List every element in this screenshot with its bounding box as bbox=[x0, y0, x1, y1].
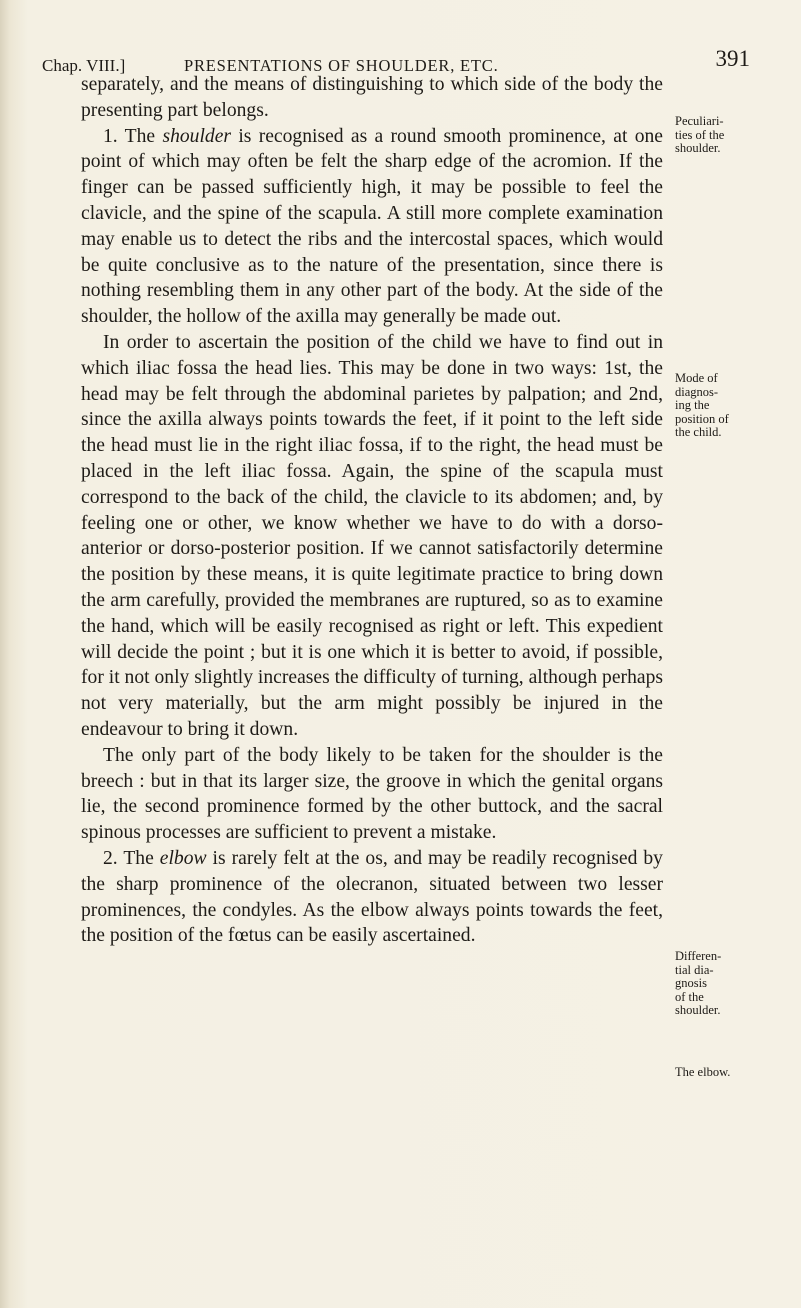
paragraph-elbow: 2. The elbow is rarely felt at the os, and may be readily recognised by the sharp prominence of the olecranon, situated between two lesser prominences, the condyles. As the elbow always points towards the feet, the position of the fœtus can be easily ascertained. bbox=[81, 847, 663, 947]
sidenote bbox=[675, 950, 797, 1018]
paragraph: separately, and the means of distinguishing to which side of the body the presenting part belongs. bbox=[81, 74, 663, 121]
sidenote bbox=[675, 115, 797, 156]
sidenote bbox=[675, 1066, 797, 1080]
main-text bbox=[81, 72, 663, 949]
sidenote-line: The elbow. bbox=[675, 1065, 731, 1079]
sidenote-line: shoulder. bbox=[675, 1003, 721, 1017]
paragraph: The only part of the body likely to be taken for the shoulder is the breech : but in that its larger size, the groove in which the genital organs lie, the second prominence formed by the other buttock, and the sacral spinous processes are sufficient to prevent a mistake. bbox=[81, 744, 663, 844]
sidenote-line: position of bbox=[675, 411, 729, 426]
sidenote-line: ties of the bbox=[675, 127, 725, 142]
running-title: PRESENTATIONS OF SHOULDER, ETC. bbox=[184, 56, 499, 75]
paragraph: In order to ascertain the position of the child we have to find out in which iliac fossa the head lies. This may be done in two ways: 1st, the head may be felt through the abdominal parietes by palpation; and 2nd, since the axilla always points towards the feet, if it point to the left side the head must lie in the right iliac fossa, if to the right, the head must be placed in the left iliac fossa. Again, the spine of the scapula must correspond to the back of the child, the clavicle to its abdomen; and, by feeling one or other, we know whether we have to do with a dorso-anterior or dorso-posterior position. If we cannot satisfactorily determine the position by these means, it is quite legitimate practice to bring down the arm carefully, provided the membranes are ruptured, so as to examine the hand, which will be easily recognised as right or left. This expedient will decide the point ; but it is one which it is better to avoid, if possible, for it not only slightly increases the difficulty of turning, although perhaps not very materially, but the arm might possibly be injured in the endeavour to bring it down. bbox=[81, 331, 663, 740]
sidenote-line: gnosis bbox=[675, 976, 707, 990]
page-number: 391 bbox=[715, 46, 750, 71]
sidenote-line: Differen- bbox=[675, 949, 722, 963]
sidenote-line: Peculiari- bbox=[675, 114, 724, 128]
sidenote-line: Mode of bbox=[675, 371, 718, 385]
sidenote-line: the child. bbox=[675, 425, 722, 439]
sidenote-line: tial dia- bbox=[675, 962, 714, 977]
sidenote-line: shoulder. bbox=[675, 141, 721, 155]
chapter-label: Chap. VIII.] bbox=[42, 56, 126, 75]
sidenote-line: ing the bbox=[675, 398, 710, 412]
italic-term: elbow bbox=[159, 847, 207, 869]
italic-term: shoulder bbox=[162, 125, 232, 147]
sidenote-line: diagnos- bbox=[675, 384, 719, 399]
sidenote bbox=[675, 372, 797, 440]
paragraph-shoulder: 1. The shoulder is recognised as a round smooth prominence, at one point of which may often be felt the sharp edge of the acromion. If the finger can be passed sufficiently high, it may be possible to feel the clavicle, and the spine of the scapula. A still more complete examination may enable us to detect the ribs and the intercostal spaces, which would be quite conclusive as to the nature of the presentation, since there is nothing resembling them in any other part of the body. At the side of the shoulder, the hollow of the axilla may generally be made out. bbox=[81, 125, 663, 328]
sidenote-line: of the bbox=[675, 989, 704, 1004]
